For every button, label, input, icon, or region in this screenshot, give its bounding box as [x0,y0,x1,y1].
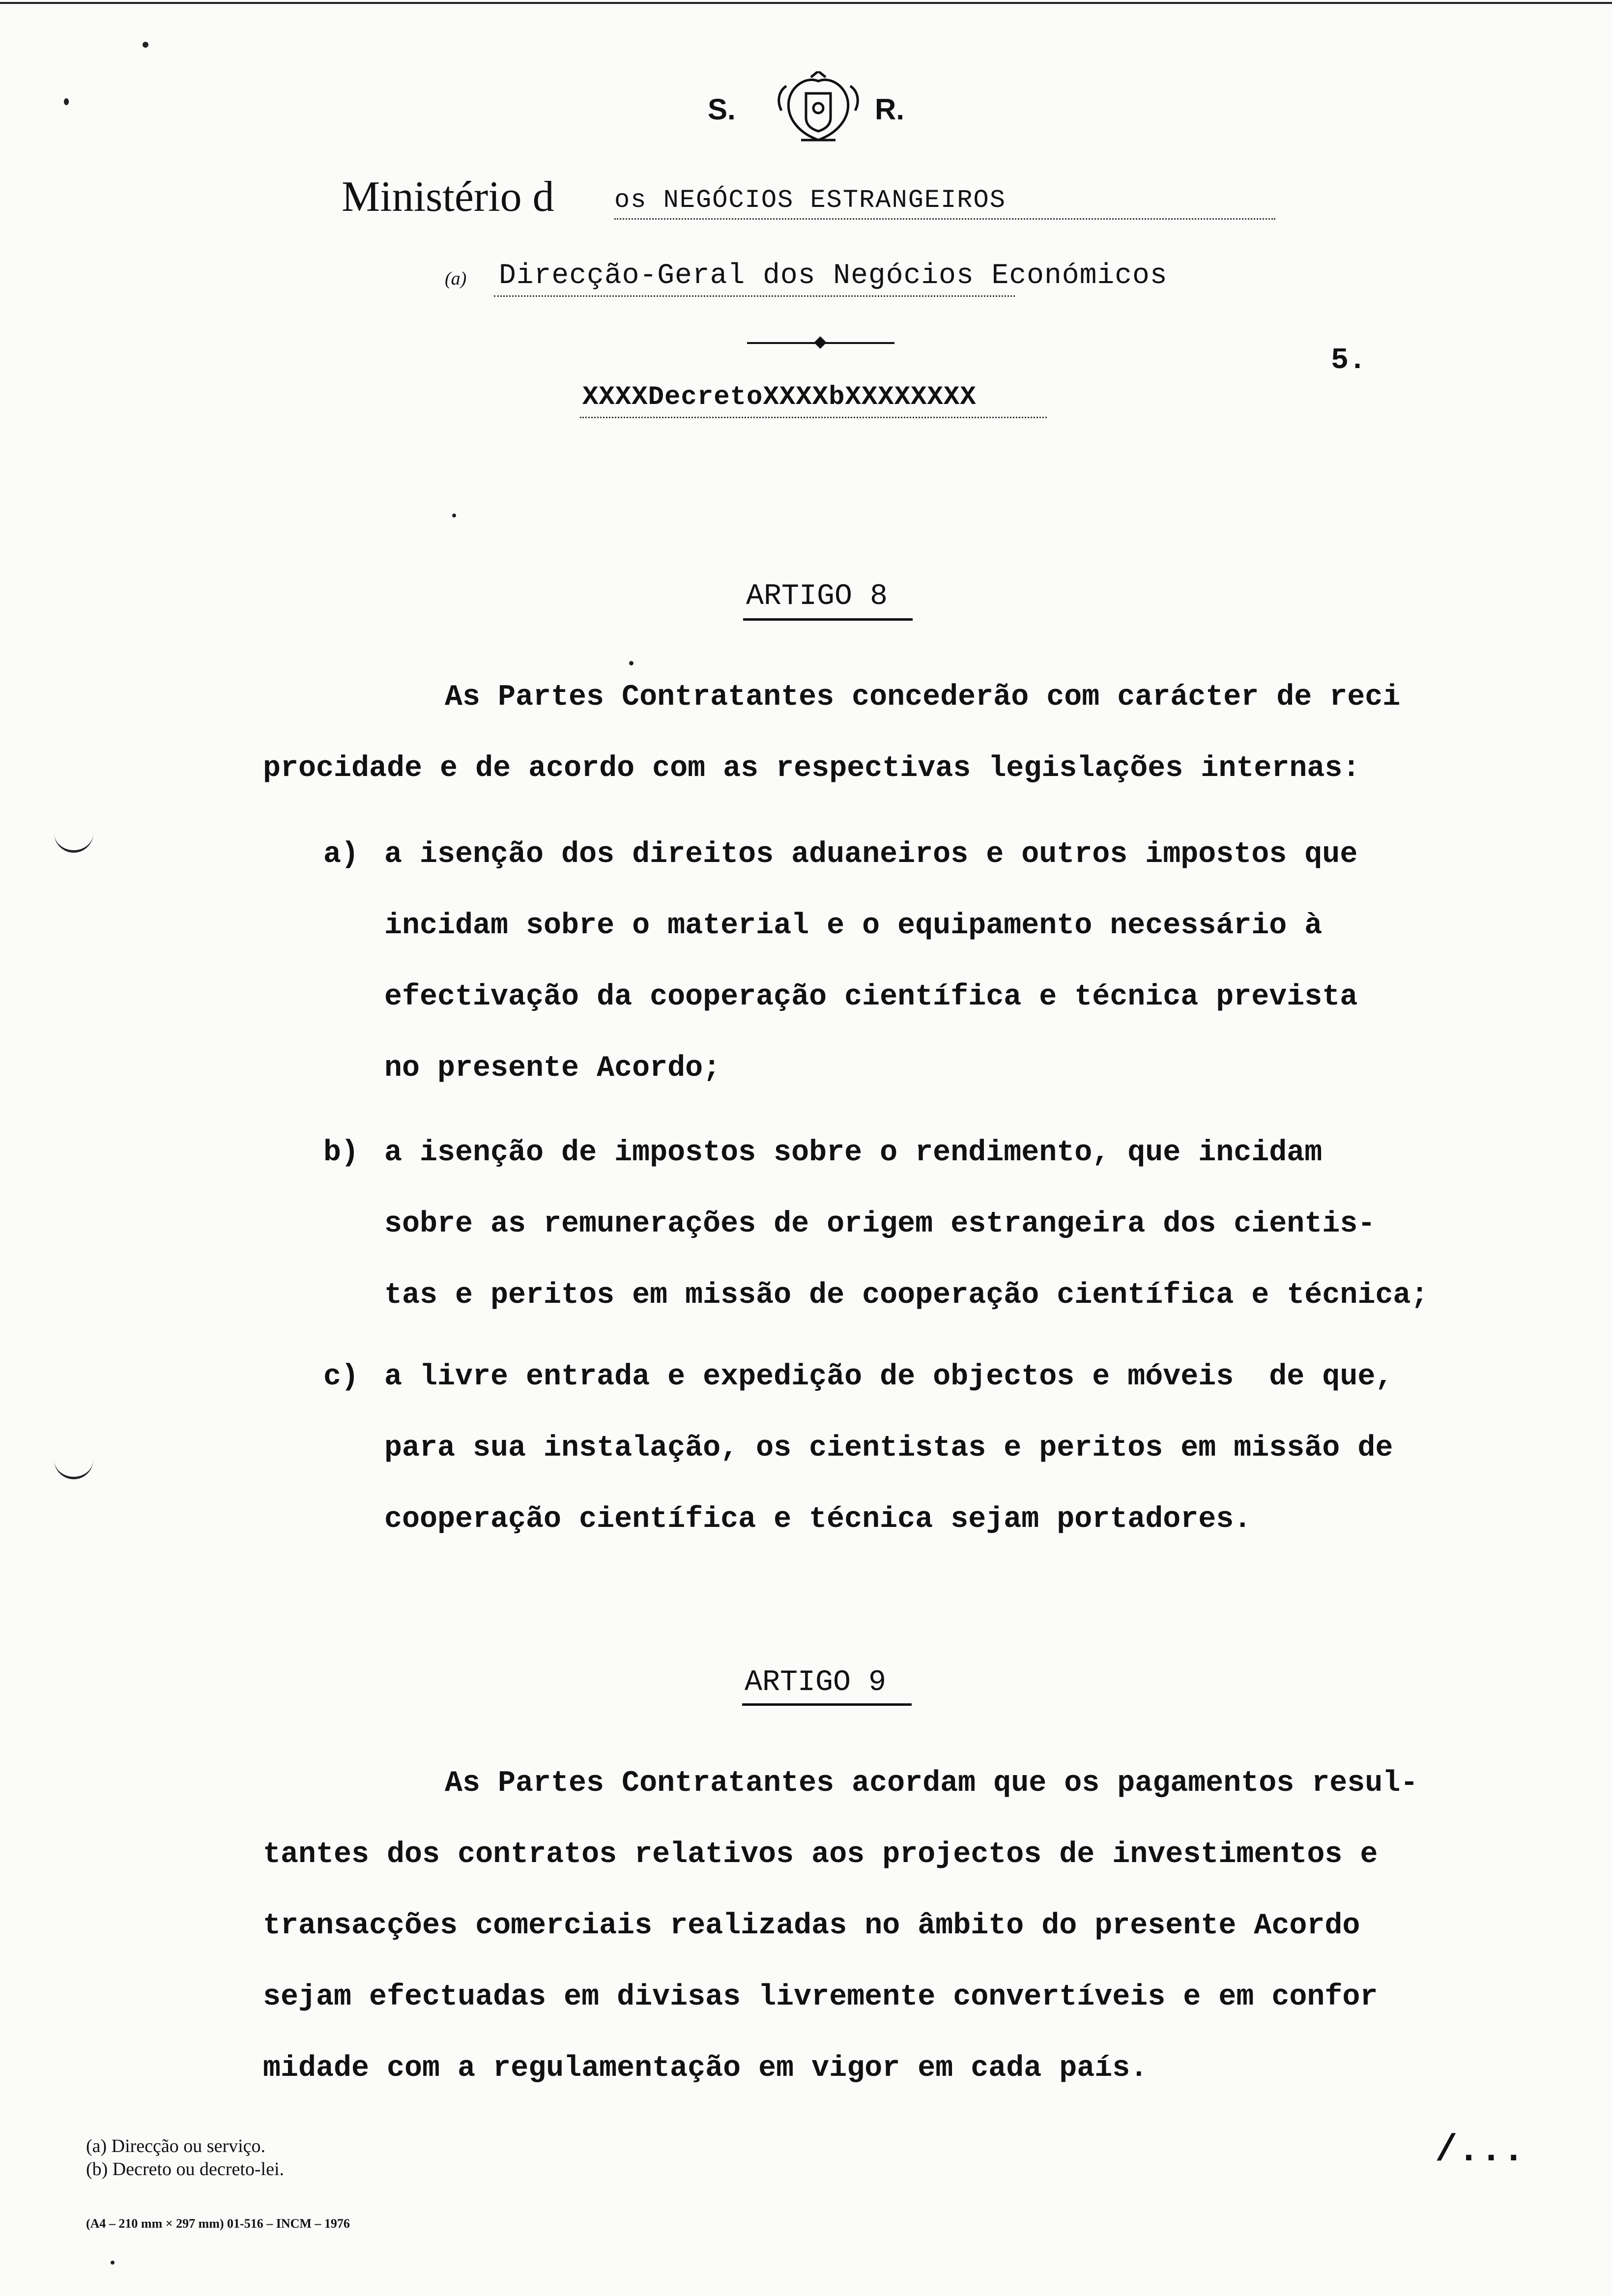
item-b-line: a isenção de impostos sobre o rendimento, que incidam [384,1136,1323,1170]
item-a-mark: a) [323,838,359,871]
article-8-underline [743,618,913,621]
top-border-rule [0,2,1612,4]
struck-dotted-line [580,417,1047,418]
direccao-text: Direcção-Geral dos Negócios Económicos [499,260,1168,292]
letterhead-s: S. [708,93,736,126]
scan-speck [629,661,633,665]
page-number: 5. [1331,344,1367,377]
coat-of-arms-icon [772,71,865,150]
ministry-dotted-line [614,218,1275,220]
item-a-line: incidam sobre o material e o equipamento necessário à [384,909,1323,943]
article-9-line: sejam efectuadas em divisas livremente convertíveis e em confor [263,1980,1378,2014]
direccao-dotted-line [494,295,1015,297]
item-a-line: no presente Acordo; [384,1052,721,1085]
ministry-header [342,172,1275,226]
footnote-a: (a) Direcção ou serviço. [86,2136,266,2156]
scan-speck [452,514,456,517]
ornament-divider [747,341,894,345]
ministry-typed-title: os NEGÓCIOS ESTRANGEIROS [614,186,1006,215]
item-b-line: tas e peritos em missão de cooperação científica e técnica; [384,1279,1429,1312]
letterhead-sr [0,69,1612,147]
scan-speck [64,98,69,105]
article-9-line: As Partes Contratantes acordam que os pagamentos resul- [445,1767,1418,1800]
item-c-line: a livre entrada e expedição de objectos e móveis de que, [384,1360,1393,1394]
item-a-line: efectivação da cooperação científica e técnica prevista [384,980,1358,1014]
item-b-mark: b) [323,1136,359,1170]
item-c-line: para sua instalação, os cientistas e peritos em missão de [384,1432,1393,1465]
item-a-line: a isenção dos direitos aduaneiros e outros impostos que [384,838,1358,871]
article-9-line: midade com a regulamentação em vigor em cada país. [263,2052,1148,2085]
direccao-header [445,258,1290,302]
footnote-b: (b) Decreto ou decreto-lei. [86,2159,285,2180]
article-8-heading: ARTIGO 8 [746,580,888,613]
punch-hole-mark [54,826,93,853]
article-8-intro-line: procidade e de acordo com as respectivas legislações internas: [263,752,1360,785]
ministry-script-title: Ministério d [342,173,554,221]
article-8-intro-line: As Partes Contratantes concederão com carácter de reci [445,681,1401,714]
item-c-mark: c) [323,1360,359,1394]
article-9-line: tantes dos contratos relativos aos projectos de investimentos e [263,1838,1378,1871]
item-b-line: sobre as remunerações de origem estrangeira dos cientis- [384,1207,1376,1241]
item-c-line: cooperação científica e técnica sejam portadores. [384,1503,1252,1536]
punch-hole-mark [54,1452,93,1479]
article-9-heading: ARTIGO 9 [745,1666,887,1699]
article-9-line: transacções comerciais realizadas no âmbito do presente Acordo [263,1909,1360,1943]
continuation-mark: /... [1435,2129,1525,2172]
printer-imprint: (A4 – 210 mm × 297 mm) 01-516 – INCM – 1976 [86,2216,350,2231]
letterhead-r: R. [875,93,904,126]
scan-speck [111,2261,115,2265]
struck-out-field: XXXXDecretoXXXXbXXXXXXXX [582,382,977,412]
scan-speck [143,42,148,48]
article-9-underline [742,1703,912,1706]
direccao-marker: (a) [445,268,467,289]
